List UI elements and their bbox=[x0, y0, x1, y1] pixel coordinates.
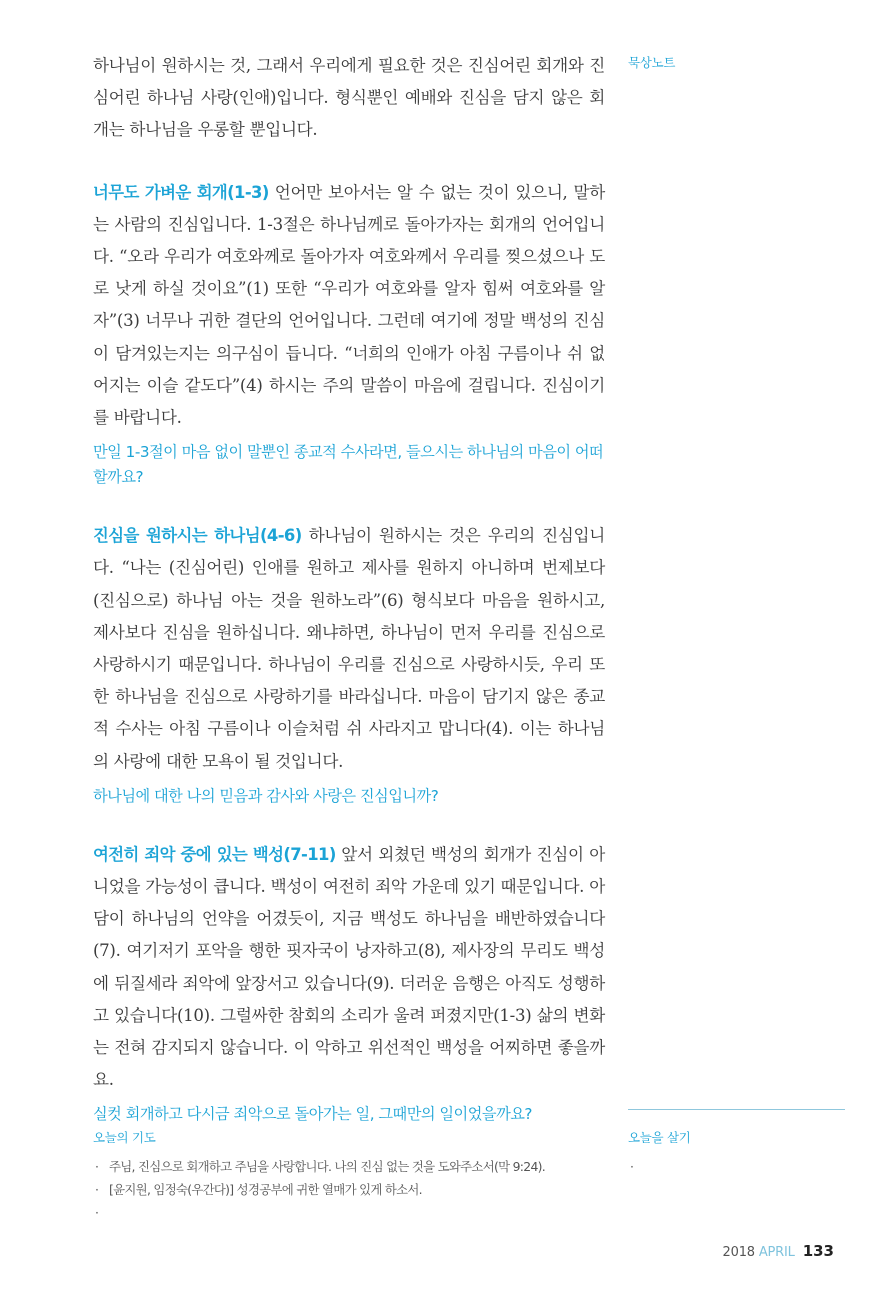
page-footer bbox=[723, 1242, 834, 1260]
footer-month: APRIL bbox=[758, 1245, 795, 1260]
living-item bbox=[628, 1155, 845, 1178]
reflection-question: 실컷 회개하고 다시금 죄악으로 돌아가는 일, 그때만의 일이었을까요? bbox=[93, 1105, 532, 1124]
bullet: · bbox=[95, 1182, 99, 1197]
section-body: 하나님이 원하시는 것은 우리의 진심입니다. “나는 (진심어린) 인애를 원하고 제사를 원하지 아니하며 번제보다 (진심으로) 하나님 아는 것을 원하노라”(6) 형식보다 마음을 원하시고, 제사보다 진심을 원하십니다. 왜냐하면, 하나님이 먼저 우리를 진심으로 사랑하시기 때문입니다. 하나님이 우리를 진심으로 사랑하시듯, 우리 또한 하나님을 진심으로 사랑하기를 바라십니다. 마음이 담기지 않은 종교적 수사는 아침 구름이나 이슬처럼 쉬 사라지고 맙니다(4). 이는 하나님의 사랑에 대한 모욕이 될 것입니다. bbox=[93, 526, 605, 771]
prayer-item bbox=[93, 1178, 605, 1201]
footer-year: 2018 bbox=[722, 1245, 755, 1260]
section-paragraph bbox=[93, 839, 605, 1097]
prayer-item bbox=[93, 1155, 605, 1178]
bullet: · bbox=[95, 1159, 99, 1174]
section-heading: 여전히 죄악 중에 있는 백성(7-11) bbox=[93, 844, 336, 864]
living-label: 오늘을 살기 bbox=[628, 1130, 691, 1145]
prayer-label: 오늘의 기도 bbox=[93, 1130, 156, 1145]
section-heading: 너무도 가벼운 회개(1-3) bbox=[93, 182, 269, 202]
prayer-item-text: [윤지원, 임정숙(우간다)] 성경공부에 귀한 열매가 있게 하소서. bbox=[109, 1182, 422, 1197]
reflection-question: 하나님에 대한 나의 믿음과 감사와 사랑은 진심입니까? bbox=[93, 786, 439, 805]
section-body: 앞서 외쳤던 백성의 회개가 진심이 아니었을 가능성이 큽니다. 백성이 여전히 죄악 가운데 있기 때문입니다. 아담이 하나님의 언약을 어겼듯이, 지금 백성도 하나님을 배반하였습니다(7). 여기저기 포악을 행한 핏자국이 낭자하고(8), 제사장의 무리도 백성에 뒤질세라 죄악에 앞장서고 있습니다(9). 더러운 음행은 아직도 성행하고 있습니다(10). 그럴싸한 참회의 소리가 울려 퍼졌지만(1-3) 삶의 변화는 전혀 감지되지 않습니다. 이 악하고 위선적인 백성을 어찌하면 좋을까요. bbox=[93, 844, 605, 1090]
living-today bbox=[628, 1128, 845, 1178]
living-divider bbox=[628, 1109, 845, 1110]
main-content bbox=[93, 50, 605, 1127]
intro-paragraph: 하나님이 원하시는 것, 그래서 우리에게 필요한 것은 진심어린 회개와 진심어린 하나님 사랑(인애)입니다. 형식뿐인 예배와 진심을 담지 않은 회개는 하나님을 우롱할 뿐입니다. bbox=[93, 56, 605, 140]
bullet: · bbox=[630, 1159, 634, 1174]
section-light-repentance bbox=[93, 177, 605, 491]
section-heading: 진심을 원하시는 하나님(4-6) bbox=[93, 526, 302, 546]
bullet: · bbox=[95, 1205, 99, 1220]
section-paragraph bbox=[93, 177, 605, 435]
prayer-item bbox=[93, 1201, 605, 1224]
reflection-question: 만일 1-3절이 마음 없이 말뿐인 종교적 수사라면, 들으시는 하나님의 마음이 어떠할까요? bbox=[93, 443, 604, 487]
section-body: 언어만 보아서는 알 수 없는 것이 있으니, 말하는 사람의 진심입니다. 1-3절은 하나님께로 돌아가자는 회개의 언어입니다. “오라 우리가 여호와께로 돌아가자 여호와께서 우리를 찢으셨으나 도로 낫게 하실 것이요”(1) 또한 “우리가 여호와를 알자 힘써 여호와를 알자”(3) 너무나 귀한 결단의 언어입니다. 그런데 여기에 정말 백성의 진심이 담겨있는지는 의구심이 듭니다. “너희의 인애가 아침 구름이나 쉬 없어지는 이슬 같도다”(4) 하시는 주의 말씀이 마음에 걸립니다. 진심이기를 바랍니다. bbox=[93, 182, 605, 428]
section-people-in-sin bbox=[93, 839, 605, 1128]
prayer-item-text: 주님, 진심으로 회개하고 주님을 사랑합니다. 나의 진심 없는 것을 도와주소서(막 9:24). bbox=[109, 1159, 546, 1174]
page-number: 133 bbox=[802, 1242, 834, 1260]
todays-prayer bbox=[93, 1128, 605, 1224]
meditation-note-label: 묵상노트 bbox=[628, 55, 676, 70]
section-paragraph bbox=[93, 520, 605, 778]
section-god-wants-sincerity bbox=[93, 520, 605, 809]
